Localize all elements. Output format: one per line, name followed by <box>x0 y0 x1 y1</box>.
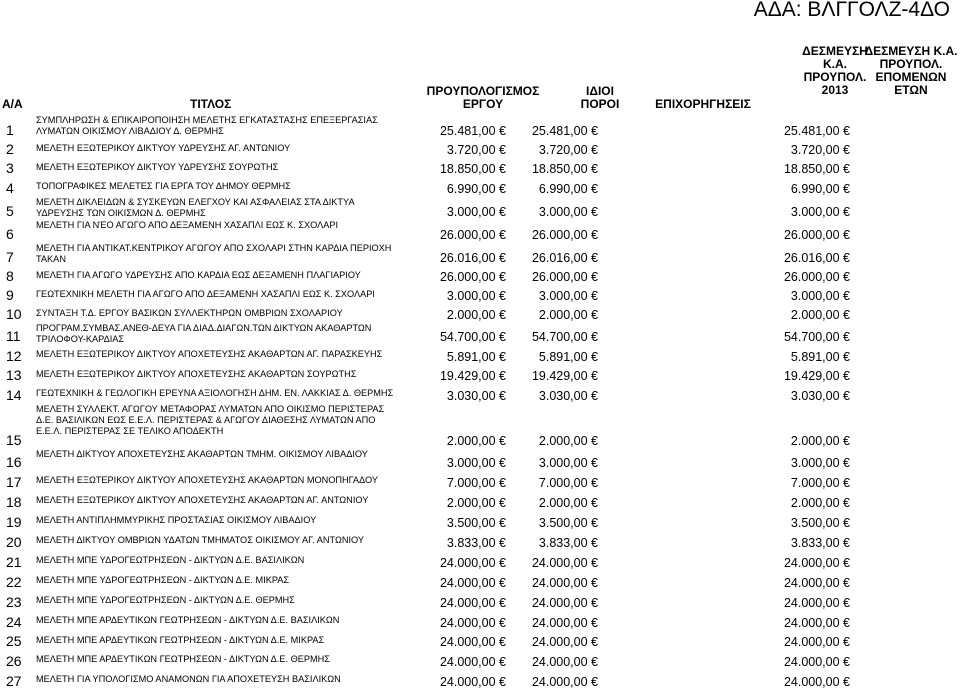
budget-value: 2.000,00 € <box>446 496 506 510</box>
commitment-2013-value: 3.000,00 € <box>790 289 850 303</box>
budget-value: 3.000,00 € <box>446 289 506 303</box>
table-row <box>0 571 960 591</box>
row-number: 2 <box>6 141 14 157</box>
commitment-2013-value: 6.990,00 € <box>790 182 850 196</box>
own-resources-value: 3.030,00 € <box>538 389 598 403</box>
row-number: 1 <box>6 122 14 138</box>
row-title: ΜΕΛΕΤΗ ΓΙΑ ΝΈΟ ΑΓΩΓΟ ΑΠΟ ΔΕΞΑΜΕΝΗ ΧΑΣΑΠΛΙ ΕΩΣ Κ. ΣΧΟΛΑΡΙ <box>36 220 339 230</box>
header-aa: Α/Α <box>2 97 23 111</box>
table-row <box>0 591 960 611</box>
commitment-2013-value: 3.000,00 € <box>790 205 850 219</box>
row-title: ΜΕΛΕΤΗ ΔΙΚΤΥΟΥ ΟΜΒΡΙΩΝ ΥΔΑΤΩΝ ΤΜΗΜΑΤΟΣ ΟΙΚΙΣΜΟΥ ΑΓ. ΑΝΤΩΝΙΟΥ <box>36 535 365 545</box>
budget-value: 3.030,00 € <box>446 389 506 403</box>
commitment-2013-value: 26.016,00 € <box>783 251 850 265</box>
row-title: ΜΕΛΕΤΗ ΔΙΚΛΕΙΔΩΝ & ΣΥΣΚΕΥΩΝ ΕΛΕΓΧΟΥ ΚΑΙ ΑΣΦΑΛΕΙΑΣ ΣΤΑ ΔΙΚΤΥΑ ΥΔΡΕΥΣΗΣ ΤΩΝ ΟΙΚΙΣΜΩΝ Δ. ΘΕΡΜΗΣ <box>36 197 355 218</box>
own-resources-value: 24.000,00 € <box>531 655 598 669</box>
own-resources-value: 3.833,00 € <box>538 536 598 550</box>
row-number: 19 <box>6 514 22 530</box>
budget-value: 5.891,00 € <box>446 350 506 364</box>
table-row <box>0 139 960 158</box>
own-resources-value: 7.000,00 € <box>538 476 598 490</box>
row-number: 16 <box>6 454 22 470</box>
table-row <box>0 220 960 243</box>
commitment-2013-value: 18.850,00 € <box>783 162 850 176</box>
header-own-resources: ΙΔΙΟΙ ΠΟΡΟΙ <box>580 84 620 111</box>
commitment-2013-value: 2.000,00 € <box>790 308 850 322</box>
table-row <box>0 471 960 491</box>
budget-value: 25.481,00 € <box>439 124 506 138</box>
row-number: 20 <box>6 534 22 550</box>
table-row <box>0 650 960 670</box>
row-number: 3 <box>6 160 14 176</box>
commitment-2013-value: 25.481,00 € <box>783 124 850 138</box>
budget-value: 6.990,00 € <box>446 182 506 196</box>
row-number: 6 <box>6 226 14 242</box>
budget-value: 19.429,00 € <box>439 369 506 383</box>
commitment-2013-value: 24.000,00 € <box>783 635 850 649</box>
row-number: 10 <box>6 306 22 322</box>
row-number: 11 <box>6 328 21 344</box>
own-resources-value: 24.000,00 € <box>531 635 598 649</box>
table-row <box>0 243 960 266</box>
row-title: ΜΕΛΕΤΗ ΜΠΕ ΥΔΡΟΓΕΩΤΡΗΣΕΩΝ - ΔΙΚΤΥΩΝ Δ.Ε. ΒΑΣΙΛΙΚΩΝ <box>36 555 305 565</box>
own-resources-value: 3.720,00 € <box>538 143 598 157</box>
table-row <box>0 345 960 365</box>
own-resources-value: 5.891,00 € <box>538 350 598 364</box>
own-resources-value: 3.000,00 € <box>538 205 598 219</box>
own-resources-value: 3.000,00 € <box>538 289 598 303</box>
row-number: 12 <box>6 348 22 364</box>
commitment-2013-value: 2.000,00 € <box>790 496 850 510</box>
own-resources-value: 3.000,00 € <box>538 456 598 470</box>
row-title: ΜΕΛΕΤΗ ΕΞΩΤΕΡΙΚΟΥ ΔΙΚΤΥΟΥ ΑΠΟΧΕΤΕΥΣΗΣ ΑΚΑΘΑΡΤΩΝ ΑΓ. ΠΑΡΑΣΚΕΥΗΣ <box>36 349 383 359</box>
budget-value: 3.833,00 € <box>446 536 506 550</box>
header-commitment-next-years: ΔΕΣΜΕΥΣΗ Κ.Α. ΠΡΟΥΠΟΛ. ΕΠΟΜΕΝΩΝ ΕΤΩΝ <box>864 44 958 97</box>
commitment-2013-value: 24.000,00 € <box>783 616 850 630</box>
commitment-2013-value: 19.429,00 € <box>783 369 850 383</box>
budget-value: 24.000,00 € <box>439 616 506 630</box>
commitment-2013-value: 26.000,00 € <box>783 228 850 242</box>
table-row <box>0 449 960 471</box>
row-number: 25 <box>6 633 22 649</box>
row-number: 14 <box>6 387 22 403</box>
table-row <box>0 115 960 139</box>
commitment-2013-value: 7.000,00 € <box>790 476 850 490</box>
row-title: ΣΥΜΠΛΗΡΩΣΗ & ΕΠΙΚΑΙΡΟΠΟΙΗΣΗ ΜΕΛΕΤΗΣ ΕΓΚΑΤΑΣΤΑΣΗΣ ΕΠΕΞΕΡΓΑΣΙΑΣ ΛΥΜΑΤΩΝ ΟΙΚΙΣΜΟΥ ΛΙΒΑΔΙΟΥ Δ. ΘΕΡΜΗΣ <box>36 115 378 136</box>
budget-value: 3.000,00 € <box>446 205 506 219</box>
own-resources-value: 24.000,00 € <box>531 556 598 570</box>
row-title: ΜΕΛΕΤΗ ΕΞΩΤΕΡΙΚΟΥ ΔΙΚΤΥΟΥ ΥΔΡΕΥΣΗΣ ΑΓ. ΑΝΤΩΝΙΟΥ <box>36 143 291 153</box>
table-row <box>0 266 960 285</box>
own-resources-value: 2.000,00 € <box>538 496 598 510</box>
row-number: 15 <box>6 432 22 448</box>
header-budget: ΠΡΟΥΠΟΛΟΓΙΣΜΟΣ ΕΡΓΟΥ <box>426 84 540 111</box>
row-title: ΓΕΩΤΕΧΝΙΚΗ & ΓΕΩΛΟΓΙΚΗ ΕΡΕΥΝΑ ΑΞΙΟΛΟΓΗΣΗ ΔΗΜ. ΕΝ. ΛΑΚΚΙΑΣ Δ. ΘΕΡΜΗΣ <box>36 388 394 398</box>
budget-value: 26.000,00 € <box>439 228 506 242</box>
row-title: ΣΥΝΤΑΞΗ Τ.Δ. ΕΡΓΟΥ ΒΑΣΙΚΩΝ ΣΥΛΛΕΚΤΗΡΩΝ ΟΜΒΡΙΩΝ ΣΧΟΛΑΡΙΟΥ <box>36 308 343 318</box>
own-resources-value: 6.990,00 € <box>538 182 598 196</box>
own-resources-value: 18.850,00 € <box>531 162 598 176</box>
budget-value: 24.000,00 € <box>439 655 506 669</box>
own-resources-value: 3.500,00 € <box>538 516 598 530</box>
row-title: ΜΕΛΕΤΗ ΜΠΕ ΑΡΔΕΥΤΙΚΩΝ ΓΕΩΤΡΗΣΕΩΝ - ΔΙΚΤΥΩΝ Δ.Ε. ΘΕΡΜΗΣ <box>36 654 330 664</box>
commitment-2013-value: 24.000,00 € <box>783 655 850 669</box>
commitment-2013-value: 24.000,00 € <box>783 596 850 610</box>
table-row <box>0 177 960 197</box>
budget-value: 2.000,00 € <box>446 308 506 322</box>
budget-value: 3.500,00 € <box>446 516 506 530</box>
budget-value: 26.000,00 € <box>439 270 506 284</box>
budget-value: 2.000,00 € <box>446 434 506 448</box>
header-grants: ΕΠΙΧΟΡΗΓΗΣΕΙΣ <box>655 97 751 111</box>
commitment-2013-value: 3.030,00 € <box>790 389 850 403</box>
own-resources-value: 54.700,00 € <box>531 330 598 344</box>
own-resources-value: 19.429,00 € <box>531 369 598 383</box>
table-row <box>0 365 960 384</box>
row-title: ΜΕΛΕΤΗ ΓΙΑ ΥΠΟΛΟΓΙΣΜΟ ΑΝΑΜΟΝΩΝ ΓΙΑ ΑΠΟΧΕΤΕΥΣΗ ΒΑΣΙΛΙΚΩΝ <box>36 674 341 684</box>
row-title: ΜΕΛΕΤΗ ΜΠΕ ΑΡΔΕΥΤΙΚΩΝ ΓΕΩΤΡΗΣΕΩΝ - ΔΙΚΤΥΩΝ Δ.Ε. ΒΑΣΙΛΙΚΩΝ <box>36 615 340 625</box>
budget-value: 24.000,00 € <box>439 596 506 610</box>
budget-value: 3.720,00 € <box>446 143 506 157</box>
commitment-2013-value: 3.720,00 € <box>790 143 850 157</box>
row-title: ΜΕΛΕΤΗ ΓΙΑ ΑΓΩΓΟ ΥΔΡΕΥΣΗΣ ΑΠΟ ΚΑΡΔΙΑ ΕΩΣ ΔΕΞΑΜΕΝΗ ΠΛΑΓΙΑΡΙΟΥ <box>36 270 361 280</box>
own-resources-value: 24.000,00 € <box>531 596 598 610</box>
commitment-2013-value: 5.891,00 € <box>790 350 850 364</box>
table-row <box>0 511 960 531</box>
row-title: ΜΕΛΕΤΗ ΜΠΕ ΑΡΔΕΥΤΙΚΩΝ ΓΕΩΤΡΗΣΕΩΝ - ΔΙΚΤΥΩΝ Δ.Ε. ΜΙΚΡΑΣ <box>36 635 325 645</box>
own-resources-value: 2.000,00 € <box>538 308 598 322</box>
row-number: 18 <box>6 494 22 510</box>
row-title: ΜΕΛΕΤΗ ΕΞΩΤΕΡΙΚΟΥ ΔΙΚΤΥΟΥ ΥΔΡΕΥΣΗΣ ΣΟΥΡΩΤΗΣ <box>36 162 279 172</box>
row-title: ΜΕΛΕΤΗ ΜΠΕ ΥΔΡΟΓΕΩΤΡΗΣΕΩΝ - ΔΙΚΤΥΩΝ Δ.Ε. ΘΕΡΜΗΣ <box>36 595 295 605</box>
ada-code: ΑΔΑ: ΒΛΓΓΟΛΖ-4ΔΟ <box>753 0 950 21</box>
budget-value: 24.000,00 € <box>439 675 506 689</box>
commitment-2013-value: 24.000,00 € <box>783 675 850 689</box>
table-row <box>0 158 960 177</box>
table-row <box>0 197 960 220</box>
row-title: ΤΟΠΟΓΡΑΦΙΚΕΣ ΜΕΛΕΤΕΣ ΓΙΑ ΕΡΓΑ ΤΟΥ ΔΗΜΟΥ ΘΕΡΜΗΣ <box>36 181 291 191</box>
own-resources-value: 25.481,00 € <box>531 124 598 138</box>
row-title: ΜΕΛΕΤΗ ΔΙΚΤΥΟΥ ΑΠΟΧΕΤΕΥΣΗΣ ΑΚΑΘΑΡΤΩΝ ΤΜΗΜ. ΟΙΚΙΣΜΟΥ ΛΙΒΑΔΙΟΥ <box>36 449 368 459</box>
header-title: ΤΙΤΛΟΣ <box>190 97 232 111</box>
row-number: 21 <box>6 554 22 570</box>
budget-value: 7.000,00 € <box>446 476 506 490</box>
commitment-2013-value: 3.833,00 € <box>790 536 850 550</box>
budget-value: 18.850,00 € <box>439 162 506 176</box>
row-title: ΠΡΟΓΡΑΜ.ΣΥΜΒΑΣ.ΑΝΕΘ-ΔΕΥΑ ΓΙΑ ΔΙΑΔ.ΔΙΑΓΩΝ.ΤΩΝ ΔΙΚΤΥΩΝ ΑΚΑΘΑΡΤΩΝ ΤΡΙΛΟΦΟΥ-ΚΑΡΔΙΑΣ <box>36 323 372 344</box>
commitment-2013-value: 24.000,00 € <box>783 576 850 590</box>
table-row <box>0 323 960 345</box>
budget-value: 3.000,00 € <box>446 456 506 470</box>
table-row <box>0 491 960 511</box>
own-resources-value: 26.000,00 € <box>531 270 598 284</box>
row-title: ΜΕΛΕΤΗ ΣΥΛΛΕΚΤ. ΑΓΩΓΟΥ ΜΕΤΑΦΟΡΑΣ ΛΥΜΑΤΩΝ ΑΠΟ ΟΙΚΙΣΜΟ ΠΕΡΙΣΤΕΡΑΣ Δ.Ε. ΒΑΣΙΛΙΚΩΝ ΕΩΣ Ε.Ε.Λ. ΠΕΡΙΣΤΕΡΑΣ & ΑΓΩΓΟΥ ΔΙΑΘΕΣΗΣ ΛΥΜΑΤΩΝ ΑΠΟ Ε.Ε.Λ. ΠΕΡΙΣΤΕΡΑΣ ΣΕ ΤΕΛΙΚΟ ΑΠΟΔΕΚΤΗ <box>36 404 385 436</box>
row-number: 23 <box>6 594 22 610</box>
own-resources-value: 2.000,00 € <box>538 434 598 448</box>
row-number: 17 <box>6 474 22 490</box>
row-number: 9 <box>6 287 14 303</box>
commitment-2013-value: 54.700,00 € <box>783 330 850 344</box>
row-number: 26 <box>6 653 22 669</box>
row-title: ΜΕΛΕΤΗ ΕΞΩΤΕΡΙΚΟΥ ΔΙΚΤΥΟΥ ΑΠΟΧΕΤΕΥΣΗΣ ΑΚΑΘΑΡΤΩΝ ΜΟΝΟΠΗΓΑΔΟΥ <box>36 475 378 485</box>
header-commitment-2013: ΔΕΣΜΕΥΣΗ Κ.Α. ΠΡΟΥΠΟΛ. 2013 <box>802 44 868 97</box>
budget-value: 24.000,00 € <box>439 556 506 570</box>
commitment-2013-value: 3.000,00 € <box>790 456 850 470</box>
budget-value: 24.000,00 € <box>439 576 506 590</box>
row-title: ΜΕΛΕΤΗ ΜΠΕ ΥΔΡΟΓΕΩΤΡΗΣΕΩΝ - ΔΙΚΤΥΩΝ Δ.Ε. ΜΙΚΡΑΣ <box>36 575 290 585</box>
table-row <box>0 304 960 323</box>
row-title: ΜΕΛΕΤΗ ΓΙΑ ΑΝΤΙΚΑΤ.ΚΕΝΤΡΙΚΟΥ ΑΓΩΓΟΥ ΑΠΟ ΣΧΟΛΑΡΙ ΣΤΗΝ ΚΑΡΔΙΑ ΠΕΡΙΟΧΗ ΤΑΚΑΝ <box>36 243 392 264</box>
row-number: 8 <box>6 268 14 284</box>
budget-value: 26.016,00 € <box>439 251 506 265</box>
budget-value: 24.000,00 € <box>439 635 506 649</box>
own-resources-value: 24.000,00 € <box>531 616 598 630</box>
commitment-2013-value: 24.000,00 € <box>783 556 850 570</box>
row-number: 27 <box>6 673 22 689</box>
commitment-2013-value: 3.500,00 € <box>790 516 850 530</box>
table-row <box>0 531 960 551</box>
row-title: ΜΕΛΕΤΗ ΑΝΤΙΠΛΗΜΜΥΡΙΚΗΣ ΠΡΟΣΤΑΣΙΑΣ ΟΙΚΙΣΜΟΥ ΛΙΒΑΔΙΟΥ <box>36 515 317 525</box>
own-resources-value: 26.000,00 € <box>531 228 598 242</box>
commitment-2013-value: 26.000,00 € <box>783 270 850 284</box>
table-row <box>0 285 960 304</box>
own-resources-value: 24.000,00 € <box>531 675 598 689</box>
table-row <box>0 631 960 650</box>
row-title: ΓΕΩΤΕΧΝΙΚΗ ΜΕΛΕΤΗ ΓΙΑ ΑΓΩΓΟ ΑΠΟ ΔΕΞΑΜΕΝΗ ΧΑΣΑΠΛΙ ΕΩΣ Κ. ΣΧΟΛΑΡΙ <box>36 289 375 299</box>
row-number: 4 <box>6 180 14 196</box>
row-number: 13 <box>6 367 22 383</box>
row-number: 24 <box>6 614 22 630</box>
row-number: 5 <box>6 203 14 219</box>
row-number: 7 <box>6 249 14 265</box>
budget-value: 54.700,00 € <box>439 330 506 344</box>
row-title: ΜΕΛΕΤΗ ΕΞΩΤΕΡΙΚΟΥ ΔΙΚΤΥΟΥ ΑΠΟΧΕΤΕΥΣΗΣ ΑΚΑΘΑΡΤΩΝ ΑΓ. ΑΝΤΩΝΙΟΥ <box>36 495 369 505</box>
own-resources-value: 24.000,00 € <box>531 576 598 590</box>
table-row <box>0 551 960 571</box>
row-number: 22 <box>6 574 22 590</box>
table-row <box>0 611 960 631</box>
table-row <box>0 670 960 690</box>
table-row <box>0 404 960 449</box>
table-row <box>0 384 960 404</box>
commitment-2013-value: 2.000,00 € <box>790 434 850 448</box>
own-resources-value: 26.016,00 € <box>531 251 598 265</box>
row-title: ΜΕΛΕΤΗ ΕΞΩΤΕΡΙΚΟΥ ΔΙΚΤΥΟΥ ΑΠΟΧΕΤΕΥΣΗΣ ΑΚΑΘΑΡΤΩΝ ΣΟΥΡΩΤΗΣ <box>36 369 357 379</box>
